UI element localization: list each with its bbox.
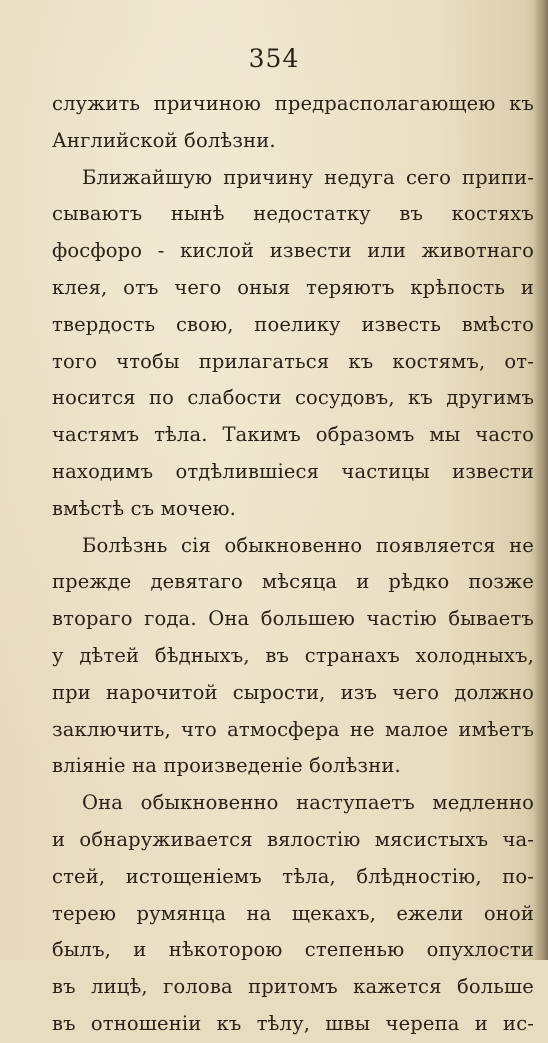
text-line: Болѣзнь сія обыкновенно появляется не xyxy=(82,533,534,557)
text-line: при нарочитой сырости, изъ чего должно xyxy=(52,680,534,704)
page-edge-shadow xyxy=(534,0,548,960)
paragraph xyxy=(52,160,534,528)
text-line: Она обыкновенно наступаетъ медленно xyxy=(82,791,534,815)
text-line: находимъ отдѣлившіеся частицы извести xyxy=(52,459,534,483)
text-line: заключить, что атмосфера не малое имѣетъ xyxy=(52,717,534,741)
text-line: служить причиною предрасполагающею къ xyxy=(52,92,534,115)
text-line: въ отношеніи къ тѣлу, швы черепа и ис- xyxy=(52,1011,534,1035)
text-line: прежде девятаго мѣсяца и рѣдко позже xyxy=(52,570,534,594)
text-line: Английской болѣзни. xyxy=(52,128,276,152)
paragraph xyxy=(52,785,534,1043)
text-line: Ближайшую причину недуга сего припи- xyxy=(82,165,534,189)
text-line: и обнаруживается вялостію мясистыхъ ча- xyxy=(52,827,534,851)
text-line: терею румянца на щекахъ, ежели оной xyxy=(52,901,534,925)
text-line: стей, истощеніемъ тѣла, блѣдностію, по- xyxy=(52,864,534,888)
text-line: твердость свою, поелику известь вмѣсто xyxy=(52,312,534,336)
text-line: въ лицѣ, голова притомъ кажется больше xyxy=(52,975,534,999)
text-line: у дѣтей бѣдныхъ, въ странахъ холодныхъ, xyxy=(52,643,534,667)
text-line: фосфоро - кислой извести или животнаго xyxy=(52,239,534,263)
page-number: 354 xyxy=(248,44,300,73)
text-line: вліяніе на произведеніе болѣзни. xyxy=(52,754,401,778)
text-line: частямъ тѣла. Такимъ образомъ мы часто xyxy=(52,423,534,447)
text-line: втораго года. Она большею частію бываетъ xyxy=(52,607,534,631)
text-line: былъ, и нѣкоторою степенью опухлости xyxy=(52,938,534,962)
text-line: вмѣстѣ съ мочею. xyxy=(52,496,237,520)
paragraph xyxy=(52,528,534,786)
text-line: сываютъ нынѣ недостатку въ костяхъ xyxy=(52,202,534,226)
paragraph xyxy=(52,86,534,160)
text-line: клея, отъ чего оныя теряютъ крѣпость и xyxy=(52,275,534,299)
text-line: того чтобы прилагаться къ костямъ, от- xyxy=(52,349,534,373)
page-text xyxy=(52,86,534,1043)
text-line: носится по слабости сосудовъ, къ другимъ xyxy=(52,386,534,410)
